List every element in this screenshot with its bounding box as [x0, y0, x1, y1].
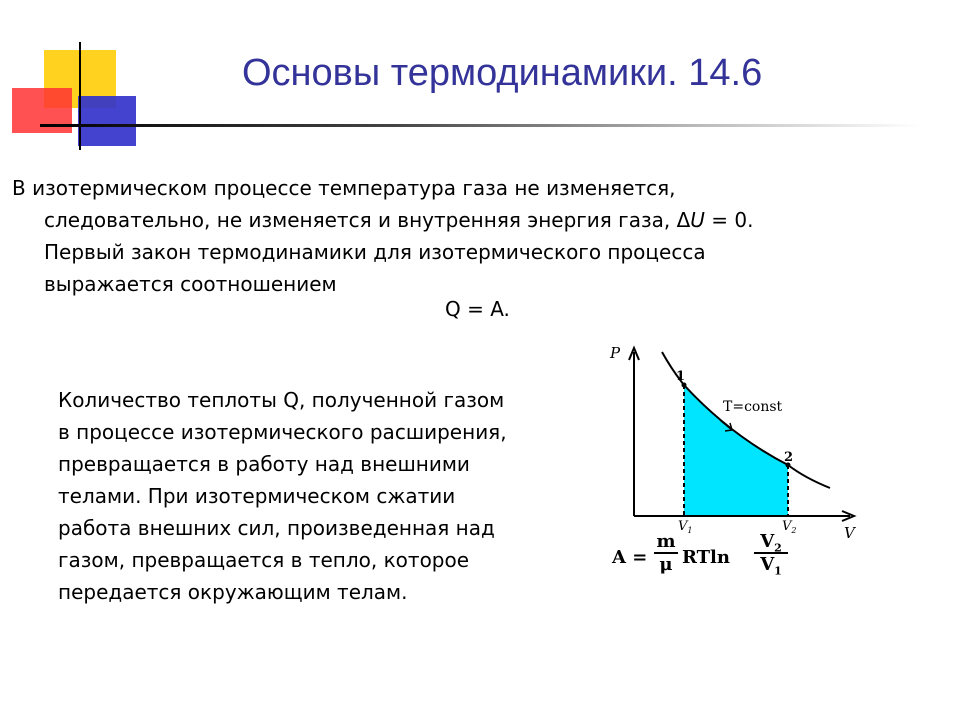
body-line-3: превращается в работу над внешними — [58, 452, 470, 476]
delta-symbol: Δ — [676, 208, 691, 232]
intro-line-1: В изотермическом процессе температура газа не изменяется, — [12, 176, 676, 200]
q-equals-a-formula: Q = A. — [445, 297, 510, 321]
title-rule — [40, 124, 920, 127]
body-line-1: Количество теплоты Q, полученной газом — [58, 388, 505, 412]
body-line-7: передается окружающим телам. — [58, 580, 408, 604]
logo-blue-square — [78, 96, 136, 146]
point-2-label: 2 — [784, 450, 794, 465]
intro-paragraph — [12, 172, 912, 300]
body-line-4: телами. При изотермическом сжатии — [58, 484, 456, 508]
curve-label: T=const — [723, 399, 783, 415]
mu-denominator: μ — [659, 554, 673, 575]
intro-text — [12, 172, 912, 300]
v2-label: $V_2$ — [782, 519, 797, 535]
v1-denominator: $V_1$ — [760, 554, 782, 578]
intro-line-2: следовательно, не изменяется и внутренняя энергия газа, — [44, 208, 677, 232]
formula-lhs: A = — [612, 547, 648, 568]
v2-numerator: $V_2$ — [754, 532, 788, 554]
v1-label: $V_1$ — [678, 519, 693, 535]
body-line-6: газом, превращается в тепло, которое — [58, 548, 470, 572]
axis-v-label: V — [844, 524, 855, 540]
u-equals-zero: = 0. — [704, 208, 754, 232]
volume-ratio-fraction — [754, 532, 788, 583]
body-line-2: в процессе изотермического расширения, — [58, 420, 507, 444]
mass-over-mu-fraction — [654, 532, 678, 576]
body-line-5: работа внешних сил, произведенная над — [58, 516, 495, 540]
u-symbol: U — [690, 208, 705, 232]
pv-diagram — [600, 340, 870, 540]
work-formula — [612, 528, 802, 598]
rtln-term: RTln — [682, 547, 730, 568]
intro-line-4: выражается соотношением — [44, 272, 337, 296]
axis-p-label: P — [610, 344, 621, 362]
intro-line-3: Первый закон термодинамики для изотермического процесса — [44, 240, 706, 264]
point-1-label: 1 — [676, 369, 686, 384]
body-paragraph — [58, 384, 598, 608]
slide-title: Основы термодинамики. 14.6 — [242, 52, 763, 94]
mass-numerator: m — [654, 532, 678, 554]
